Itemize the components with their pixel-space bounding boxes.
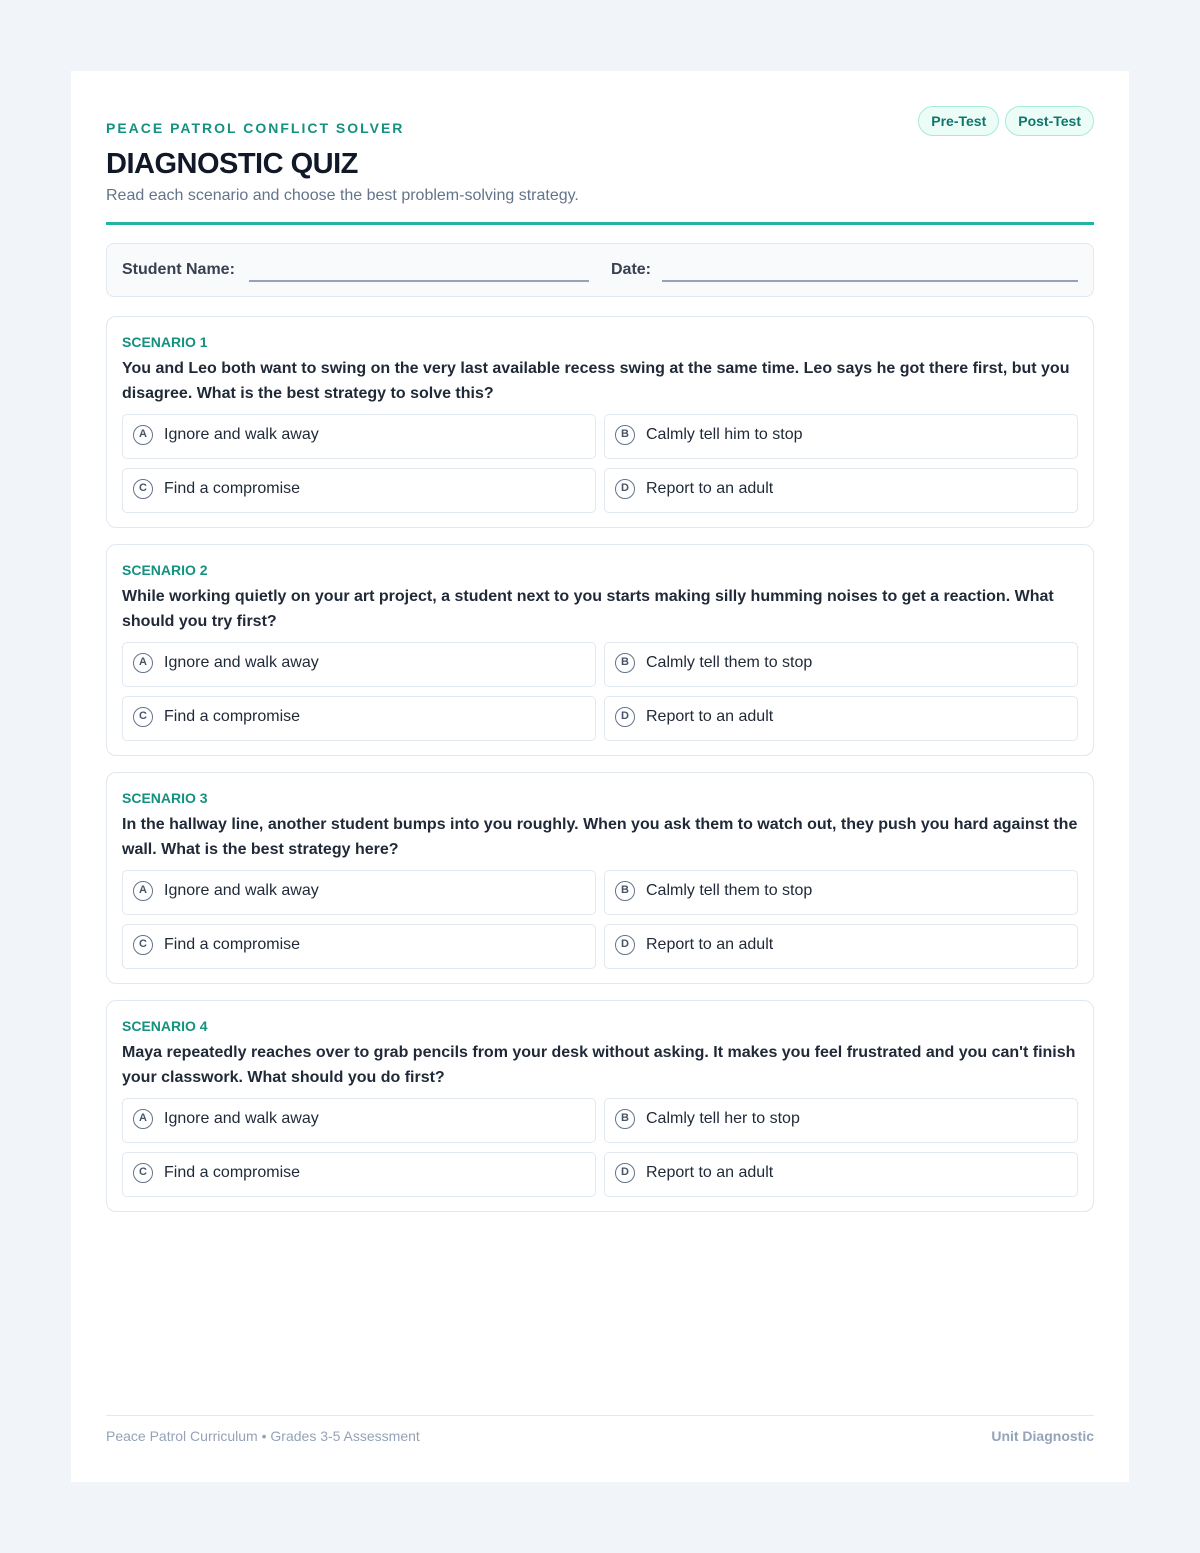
option-b[interactable]: [604, 642, 1078, 687]
student-name-label: Student Name:: [122, 261, 235, 278]
footer-unit-label: Unit Diagnostic: [991, 1428, 1094, 1444]
scenario-card: [106, 772, 1094, 984]
option-letter-circle: D: [615, 707, 635, 727]
option-b[interactable]: [604, 870, 1078, 915]
option-d[interactable]: [604, 924, 1078, 969]
student-name-field[interactable]: [249, 280, 589, 282]
option-a[interactable]: [122, 870, 596, 915]
scenario-label: SCENARIO 1: [122, 334, 208, 350]
option-a[interactable]: [122, 1098, 596, 1143]
scenario-question: In the hallway line, another student bumps into you roughly. When you ask them to watch out, they push you hard against the wall. What is the best strategy here?: [122, 816, 1078, 858]
option-text: Calmly tell her to stop: [646, 1110, 800, 1127]
option-text: Find a compromise: [164, 708, 301, 725]
option-b[interactable]: [604, 414, 1078, 459]
option-letter-circle: B: [615, 425, 635, 445]
option-letter-circle: A: [133, 1109, 153, 1129]
page-title: DIAGNOSTIC QUIZ: [106, 148, 358, 180]
student-info-box: [106, 243, 1094, 297]
option-letter-circle: D: [615, 1163, 635, 1183]
scenario-card: [106, 1000, 1094, 1212]
scenario-card: [106, 544, 1094, 756]
option-text: Calmly tell them to stop: [646, 654, 813, 671]
option-letter-circle: C: [133, 1163, 153, 1183]
footer-curriculum: Peace Patrol Curriculum • Grades 3-5 Assessment: [106, 1428, 420, 1444]
option-b[interactable]: [604, 1098, 1078, 1143]
option-c[interactable]: [122, 468, 596, 513]
option-c[interactable]: [122, 924, 596, 969]
date-field[interactable]: [662, 280, 1078, 282]
scenario-question: You and Leo both want to swing on the very last available recess swing at the same time. Leo says he got there first, but you disagree. What is the best strategy to solve this?: [122, 360, 1070, 402]
option-c[interactable]: [122, 1152, 596, 1197]
option-c[interactable]: [122, 696, 596, 741]
option-text: Calmly tell them to stop: [646, 882, 813, 899]
option-text: Report to an adult: [646, 708, 774, 725]
option-letter-circle: C: [133, 935, 153, 955]
option-text: Ignore and walk away: [164, 426, 319, 443]
option-letter-circle: B: [615, 1109, 635, 1129]
option-letter-circle: D: [615, 935, 635, 955]
scenario-question: Maya repeatedly reaches over to grab pencils from your desk without asking. It makes you feel frustrated and you can't finish your classwork. What should you do first?: [122, 1044, 1076, 1086]
option-a[interactable]: [122, 642, 596, 687]
date-label: Date:: [611, 261, 652, 278]
pre-test-badge[interactable]: Pre-Test: [918, 106, 999, 136]
program-name: PEACE PATROL CONFLICT SOLVER: [106, 120, 405, 136]
option-d[interactable]: [604, 696, 1078, 741]
worksheet-page: [71, 71, 1129, 1482]
option-text: Find a compromise: [164, 1164, 301, 1181]
option-text: Find a compromise: [164, 480, 301, 497]
option-text: Report to an adult: [646, 1164, 774, 1181]
option-letter-circle: A: [133, 881, 153, 901]
option-text: Ignore and walk away: [164, 654, 319, 671]
option-text: Report to an adult: [646, 480, 774, 497]
option-text: Find a compromise: [164, 936, 301, 953]
page-subtitle: Read each scenario and choose the best problem-solving strategy.: [106, 187, 579, 204]
option-letter-circle: C: [133, 707, 153, 727]
option-text: Calmly tell him to stop: [646, 426, 803, 443]
option-letter-circle: A: [133, 425, 153, 445]
option-text: Ignore and walk away: [164, 882, 319, 899]
header-divider: [106, 222, 1094, 225]
post-test-badge[interactable]: Post-Test: [1005, 106, 1094, 136]
test-type-badges: [918, 106, 1094, 136]
option-text: Report to an adult: [646, 936, 774, 953]
scenario-label: SCENARIO 2: [122, 562, 208, 578]
scenario-card: [106, 316, 1094, 528]
footer-divider: [106, 1415, 1094, 1416]
option-letter-circle: D: [615, 479, 635, 499]
option-letter-circle: C: [133, 479, 153, 499]
option-a[interactable]: [122, 414, 596, 459]
option-letter-circle: B: [615, 653, 635, 673]
option-letter-circle: A: [133, 653, 153, 673]
option-letter-circle: B: [615, 881, 635, 901]
option-text: Ignore and walk away: [164, 1110, 319, 1127]
option-d[interactable]: [604, 1152, 1078, 1197]
scenario-label: SCENARIO 3: [122, 790, 208, 806]
option-d[interactable]: [604, 468, 1078, 513]
scenario-question: While working quietly on your art project, a student next to you starts making silly humming noises to get a reaction. What should you try first?: [122, 588, 1054, 630]
scenario-label: SCENARIO 4: [122, 1018, 208, 1034]
